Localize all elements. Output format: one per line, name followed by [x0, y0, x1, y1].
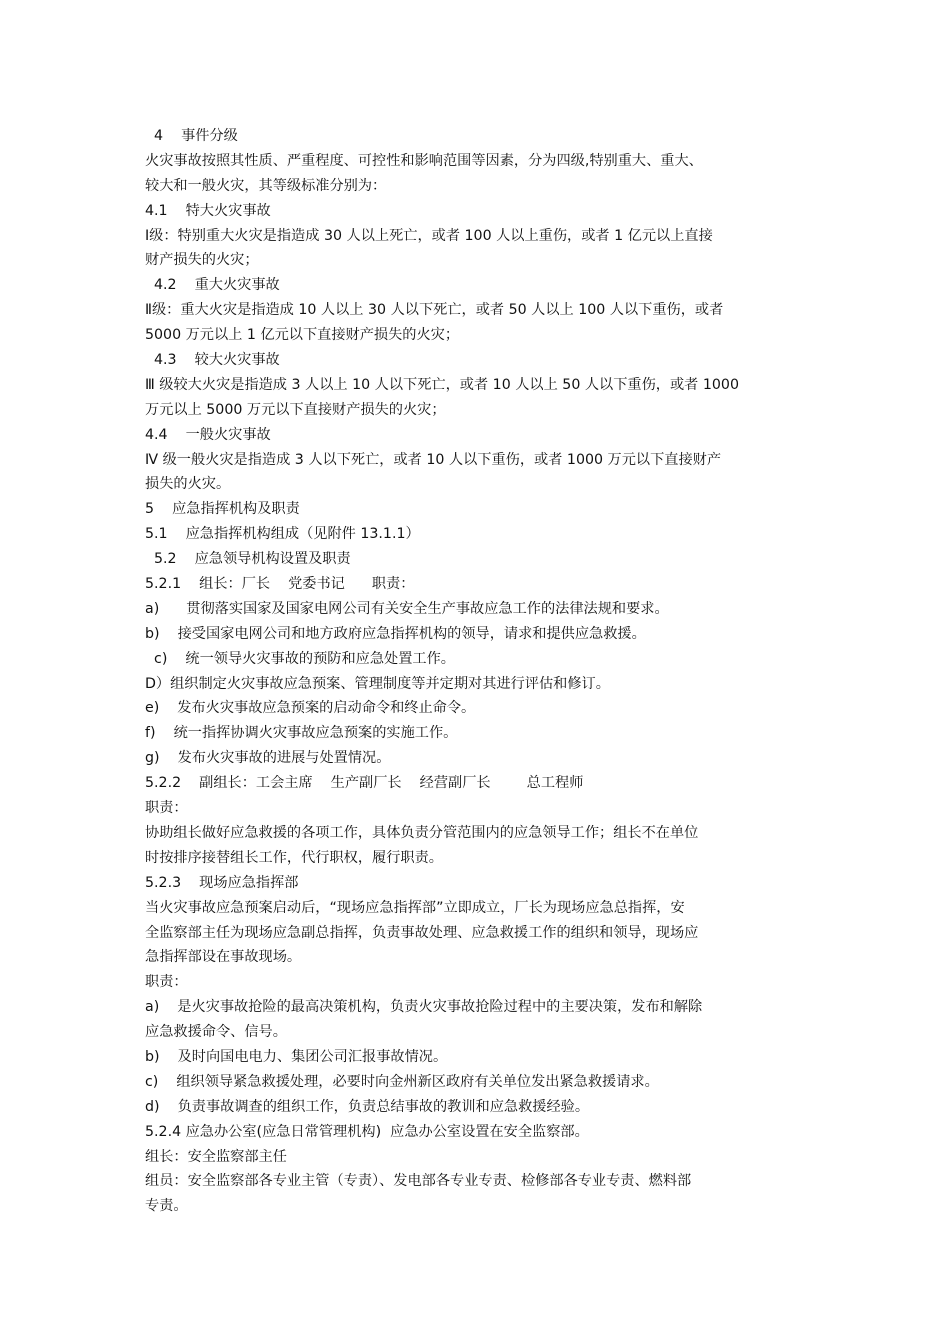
paragraph-line: Ⅰ级：特别重大火灾是指造成 30 人以上死亡，或者 100 人以上重伤，或者 1 亿元以上直接: [145, 227, 713, 244]
paragraph-line: 火灾事故按照其性质、严重程度、可控性和影响范围等因素，分为四级,特别重大、重大、: [145, 152, 703, 169]
paragraph-line: 当火灾事故应急预案启动后，“现场应急指挥部”立即成立，厂长为现场应急总指挥，安: [145, 899, 685, 916]
subsection-heading: 4.4 一般火灾事故: [145, 426, 271, 443]
document-body: [145, 124, 810, 1219]
subsection-heading: 4.3 较大火灾事故: [145, 352, 280, 369]
paragraph-line: 职责：: [145, 800, 188, 817]
subsection-heading: 5.2.2 副组长：工会主席 生产副厂长 经营副厂长 总工程师: [145, 775, 584, 792]
list-item: c) 统一领导火灾事故的预防和应急处置工作。: [145, 650, 455, 667]
paragraph-line: 职责：: [145, 974, 188, 991]
paragraph-line: 5000 万元以上 1 亿元以下直接财产损失的火灾；: [145, 327, 460, 344]
subsection-heading: 5.2.4 应急办公室(应急日常管理机构) 应急办公室设置在安全监察部。: [145, 1123, 589, 1140]
subsection-heading: 5.2 应急领导机构设置及职责: [145, 551, 351, 568]
subsection-heading: 5.2.1 组长：厂长 党委书记 职责：: [145, 576, 415, 593]
list-item: D）组织制定火灾事故应急预案、管理制度等并定期对其进行评估和修订。: [145, 675, 610, 692]
paragraph-line: 较大和一般火灾，其等级标准分别为：: [145, 177, 387, 194]
list-item: b) 接受国家电网公司和地方政府应急指挥机构的领导，请求和提供应急救援。: [145, 625, 646, 642]
paragraph-line: 组员：安全监察部各专业主管（专责）、发电部各专业专责、检修部各专业专责、燃料部: [145, 1173, 692, 1190]
list-item: b) 及时向国电电力、集团公司汇报事故情况。: [145, 1048, 448, 1065]
paragraph-line: 财产损失的火灾；: [145, 252, 259, 269]
paragraph-line: 急指挥部设在事故现场。: [145, 949, 302, 966]
list-item: f) 统一指挥协调火灾事故应急预案的实施工作。: [145, 725, 458, 742]
paragraph-line: Ⅱ级：重大火灾是指造成 10 人以上 30 人以下死亡，或者 50 人以上 100 人以下重伤，或者: [145, 302, 724, 319]
subsection-heading: 4.1 特大火灾事故: [145, 202, 271, 219]
paragraph-line: 专责。: [145, 1198, 188, 1215]
paragraph-line: 万元以上 5000 万元以下直接财产损失的火灾；: [145, 401, 446, 418]
paragraph-line: 时按排序接替组长工作，代行职权，履行职责。: [145, 849, 443, 866]
subsection-heading: 5.2.3 现场应急指挥部: [145, 874, 299, 891]
list-item: e) 发布火灾事故应急预案的启动命令和终止命令。: [145, 700, 476, 717]
section-heading: 5 应急指挥机构及职责: [145, 501, 300, 518]
paragraph-line: 协助组长做好应急救援的各项工作，具体负责分管范围内的应急领导工作；组长不在单位: [145, 824, 699, 841]
subsection-heading: 4.2 重大火灾事故: [145, 277, 280, 294]
paragraph-line: Ⅲ 级较大火灾是指造成 3 人以上 10 人以下死亡，或者 10 人以上 50 人以下重伤，或者 1000: [145, 376, 739, 393]
section-heading: 4 事件分级: [145, 128, 238, 144]
list-item: d) 负责事故调查的组织工作，负责总结事故的教训和应急救援经验。: [145, 1098, 590, 1115]
paragraph-line: Ⅳ 级一般火灾是指造成 3 人以下死亡，或者 10 人以下重伤，或者 1000 万元以下直接财产: [145, 451, 722, 468]
paragraph-line: 损失的火灾。: [145, 476, 231, 493]
list-item: c) 组织领导紧急救援处理，必要时向金州新区政府有关单位发出紧急救援请求。: [145, 1073, 659, 1090]
list-item: g) 发布火灾事故的进展与处置情况。: [145, 750, 391, 767]
paragraph-line: 全监察部主任为现场应急副总指挥，负责事故处理、应急救援工作的组织和领导，现场应: [145, 924, 699, 941]
list-item: a) 是火灾事故抢险的最高决策机构，负责火灾事故抢险过程中的主要决策，发布和解除: [145, 999, 703, 1016]
list-item: a) 贯彻落实国家及国家电网公司有关安全生产事故应急工作的法律法规和要求。: [145, 600, 669, 617]
list-item: 应急救援命令、信号。: [145, 1024, 287, 1041]
paragraph-line: 组长：安全监察部主任: [145, 1148, 287, 1165]
subsection-heading: 5.1 应急指挥机构组成（见附件 13.1.1）: [145, 526, 420, 543]
